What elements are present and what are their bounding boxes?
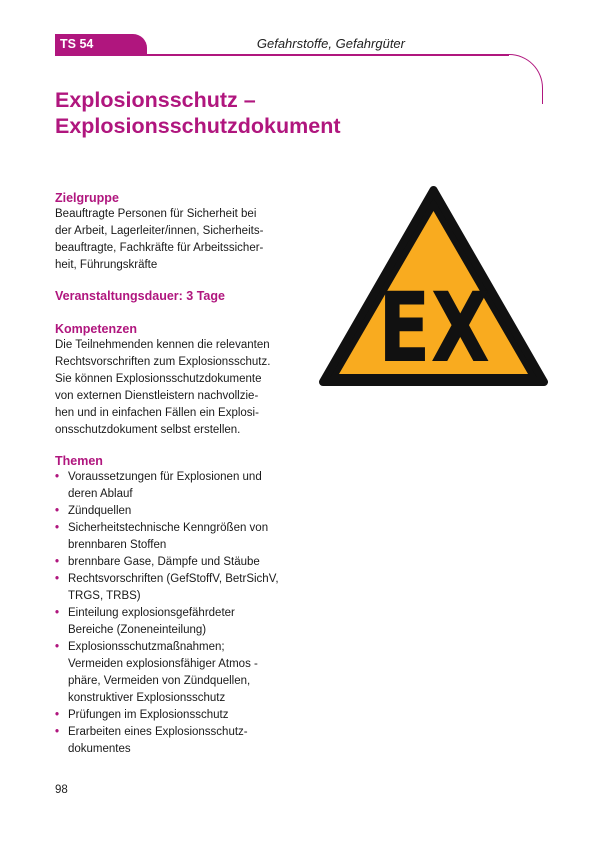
themen-heading: Themen — [55, 454, 103, 468]
header-rule-curve — [507, 54, 543, 104]
bullet-icon: • — [55, 471, 60, 483]
list-item: • brennbare Gase, Dämpfe und Stäube — [55, 554, 295, 571]
header-tab — [55, 34, 147, 55]
list-item: • Erarbeiten eines Explosionsschutz- dokumentes — [55, 726, 248, 755]
bullet-icon: • — [55, 505, 60, 517]
bullet-icon: • — [55, 726, 60, 738]
text-line: hen und in einfachen Fällen ein Explosi- — [55, 407, 259, 419]
bullet-icon: • — [55, 522, 60, 534]
list-item: • Prüfungen im Explosionsschutz — [55, 707, 295, 724]
title-line: Explosionsschutzdokument — [55, 114, 341, 138]
text-line: Sie können Explosionsschutzdokumente — [55, 373, 262, 385]
page-number: 98 — [55, 784, 68, 796]
text-line: Rechtsvorschriften zum Explosionsschutz. — [55, 356, 271, 368]
list-item: • Zündquellen — [55, 503, 295, 520]
bullet-icon: • — [55, 607, 60, 619]
bullet-icon: • — [55, 641, 60, 653]
zielgruppe-text — [55, 206, 295, 274]
header-rule — [55, 54, 509, 56]
ex-warning-sign-icon — [318, 184, 549, 388]
bullet-icon: • — [55, 556, 60, 568]
bullet-icon: • — [55, 573, 60, 585]
list-item: • Rechtsvorschriften (GefStoffV, BetrSichV, TRGS, TRBS) — [55, 573, 279, 602]
zielgruppe-heading: Zielgruppe — [55, 191, 119, 205]
text-line: beauftragte, Fachkräfte für Arbeitssicher- — [55, 242, 264, 254]
text-line: der Arbeit, Lagerleiter/innen, Sicherheits- — [55, 225, 264, 237]
list-item: • Einteilung explosionsgefährdeter Bereiche (Zoneneinteilung) — [55, 607, 235, 636]
dauer-heading: Veranstaltungsdauer: 3 Tage — [55, 289, 225, 303]
bullet-icon: • — [55, 709, 60, 721]
list-item: • Sicherheitstechnische Kenngrößen von brennbaren Stoffen — [55, 522, 269, 551]
list-item: • Explosionsschutzmaßnahmen; Vermeiden explosionsfähiger Atmos - phäre, Vermeiden von Zündquellen, konstruktiver Explosionsschutz — [55, 641, 258, 704]
text-line: von externen Dienstleistern nachvollzie- — [55, 390, 259, 402]
kompetenzen-heading: Kompetenzen — [55, 322, 137, 336]
course-code: TS 54 — [60, 37, 94, 51]
text-line: heit, Führungskräfte — [55, 259, 158, 271]
page-title — [55, 87, 385, 139]
text-line: Die Teilnehmenden kennen die relevanten — [55, 339, 270, 351]
list-item: • Voraussetzungen für Explosionen und deren Ablauf — [55, 471, 262, 500]
content-column — [55, 190, 295, 758]
section-title: Gefahrstoffe, Gefahrgüter — [256, 36, 405, 51]
kompetenzen-text — [55, 337, 295, 439]
ex-label: EX — [378, 272, 490, 384]
title-line: Explosionsschutz – — [55, 88, 256, 112]
themen-list — [55, 469, 295, 758]
text-line: onsschutzdokument selbst erstellen. — [55, 424, 241, 436]
text-line: Beauftragte Personen für Sicherheit bei — [55, 208, 257, 220]
